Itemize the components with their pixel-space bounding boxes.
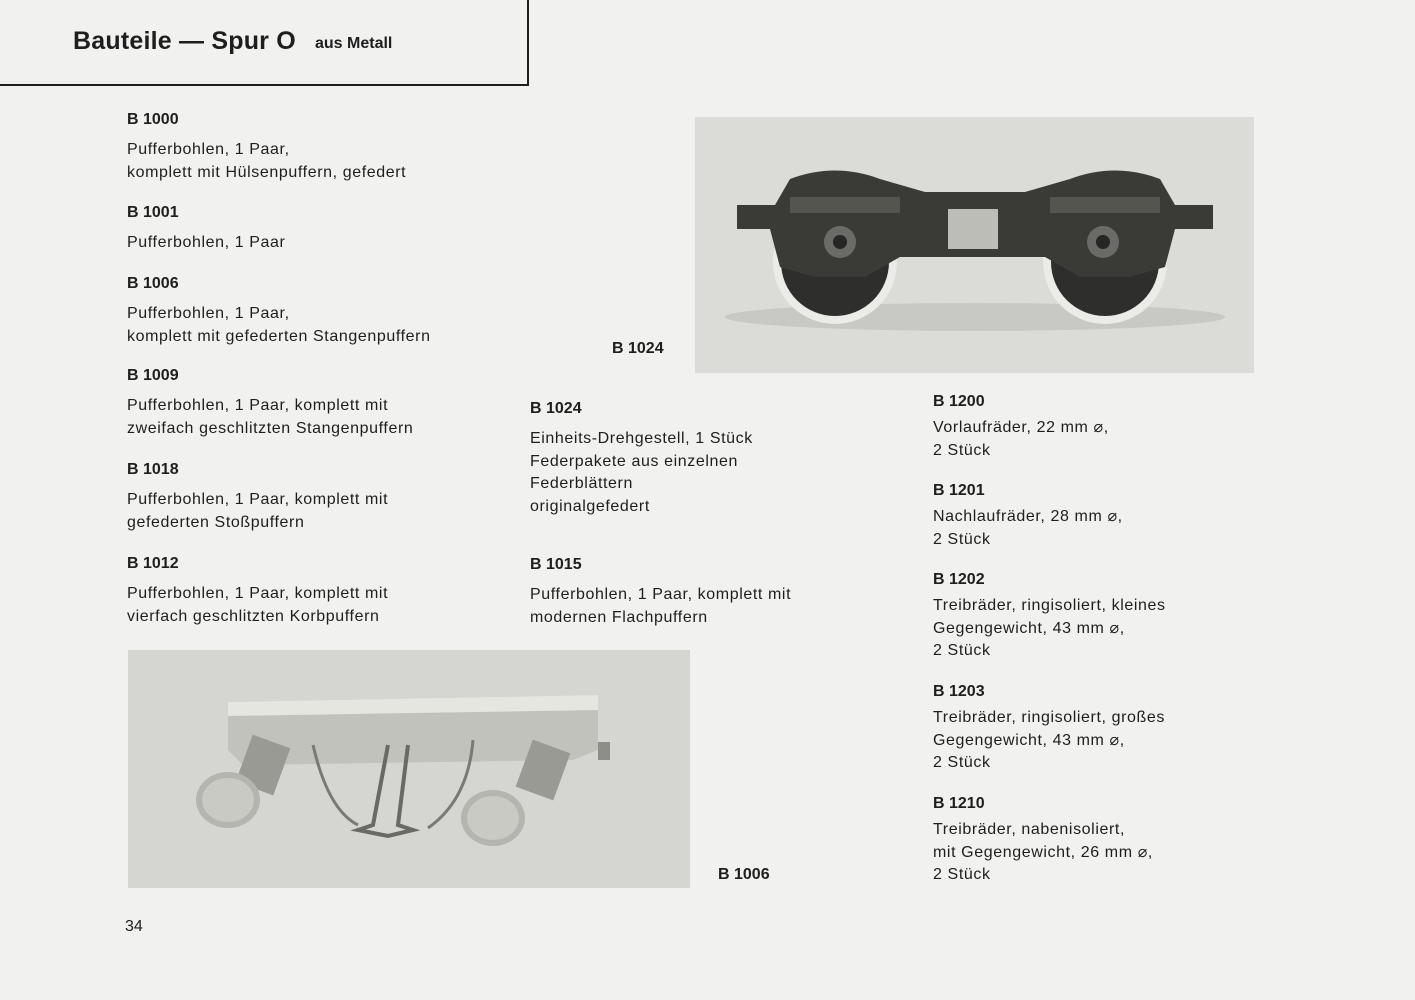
item-description (933, 417, 1109, 462)
item-code: B 1018 (127, 461, 179, 478)
catalog-item-b1009 (127, 367, 413, 440)
item-code: B 1200 (933, 393, 985, 410)
item-description-line: Vorlaufräder, 22 mm ⌀, (933, 419, 1109, 436)
catalog-item-b1001 (127, 204, 285, 255)
item-description (127, 232, 285, 255)
item-description-line: komplett mit gefederten Stangenpuffern (127, 327, 431, 345)
item-description-line: Pufferbohlen, 1 Paar, komplett mit (127, 491, 389, 508)
item-description-line: 2 Stück (933, 530, 991, 548)
item-code: B 1012 (127, 555, 179, 572)
catalog-item-b1201 (933, 482, 1123, 551)
item-code: B 1210 (933, 795, 985, 812)
item-description (127, 303, 431, 348)
item-code: B 1201 (933, 482, 985, 499)
item-description-line: Federblättern (530, 475, 633, 492)
buffer-beam-illustration (128, 650, 690, 888)
bogie-illustration (695, 117, 1254, 373)
catalog-item-b1018 (127, 461, 388, 534)
page-subtitle: aus Metall (315, 35, 393, 52)
item-code: B 1009 (127, 367, 179, 384)
item-description (933, 819, 1153, 887)
catalog-item-b1203 (933, 683, 1165, 775)
item-code: B 1001 (127, 204, 179, 221)
item-description-line: Einheits-Drehgestell, 1 Stück (530, 430, 753, 447)
catalog-item-b1012 (127, 555, 388, 628)
item-description (933, 707, 1165, 775)
photo-caption-buffer-beam: B 1006 (718, 866, 770, 883)
catalog-item-b1006 (127, 275, 431, 348)
item-code: B 1000 (127, 111, 179, 128)
item-description (933, 506, 1123, 551)
item-description (127, 583, 388, 628)
item-description-line: vierfach geschlitzten Korbpuffern (127, 607, 380, 625)
item-description-line: 2 Stück (933, 754, 991, 771)
photo-caption-bogie: B 1024 (612, 340, 664, 357)
item-description-line: komplett mit Hülsenpuffern, gefedert (127, 163, 407, 181)
item-description-line: Pufferbohlen, 1 Paar, komplett mit (127, 585, 389, 602)
item-description-line: Gegengewicht, 43 mm ⌀, (933, 619, 1125, 637)
item-code: B 1203 (933, 683, 985, 700)
catalog-item-b1015 (530, 556, 791, 629)
item-description-line: Treibräder, ringisoliert, kleines (933, 597, 1166, 614)
item-description-line: originalgefedert (530, 497, 650, 515)
item-description-line: Treibräder, nabenisoliert, (933, 821, 1125, 838)
item-description-line: 2 Stück (933, 441, 991, 459)
bogie-photo (695, 117, 1254, 373)
item-description (127, 489, 388, 534)
item-description (127, 139, 406, 184)
item-description-line: 2 Stück (933, 642, 991, 659)
item-description (530, 584, 791, 629)
item-description-line: gefederten Stoßpuffern (127, 513, 305, 531)
item-description-line: 2 Stück (933, 866, 991, 883)
item-description (530, 428, 753, 518)
catalog-item-b1210 (933, 795, 1153, 887)
item-description-line: Nachlaufräder, 28 mm ⌀, (933, 508, 1123, 525)
catalog-item-b1024 (530, 400, 753, 518)
item-code: B 1202 (933, 571, 985, 588)
catalog-item-b1202 (933, 571, 1166, 663)
item-code: B 1006 (127, 275, 179, 292)
item-description-line: Gegengewicht, 43 mm ⌀, (933, 731, 1125, 749)
item-description-line: Pufferbohlen, 1 Paar, (127, 305, 290, 322)
item-code: B 1024 (530, 400, 582, 417)
item-description-line: Pufferbohlen, 1 Paar, komplett mit (530, 586, 792, 603)
item-description-line: Pufferbohlen, 1 Paar, (127, 141, 290, 158)
item-description (933, 595, 1166, 663)
item-description (127, 395, 413, 440)
item-description-line: modernen Flachpuffern (530, 608, 708, 626)
buffer-beam-photo (128, 650, 690, 888)
item-description-line: mit Gegengewicht, 26 mm ⌀, (933, 843, 1153, 861)
page-number: 34 (125, 918, 143, 935)
item-description-line: Pufferbohlen, 1 Paar (127, 234, 286, 251)
item-description-line: Federpakete aus einzelnen (530, 452, 739, 470)
item-code: B 1015 (530, 556, 582, 573)
catalog-item-b1000 (127, 111, 406, 184)
page-title: Bauteile — Spur O (73, 27, 296, 55)
catalog-item-b1200 (933, 393, 1109, 462)
item-description-line: zweifach geschlitzten Stangenpuffern (127, 419, 414, 437)
item-description-line: Treibräder, ringisoliert, großes (933, 709, 1166, 726)
item-description-line: Pufferbohlen, 1 Paar, komplett mit (127, 397, 389, 414)
